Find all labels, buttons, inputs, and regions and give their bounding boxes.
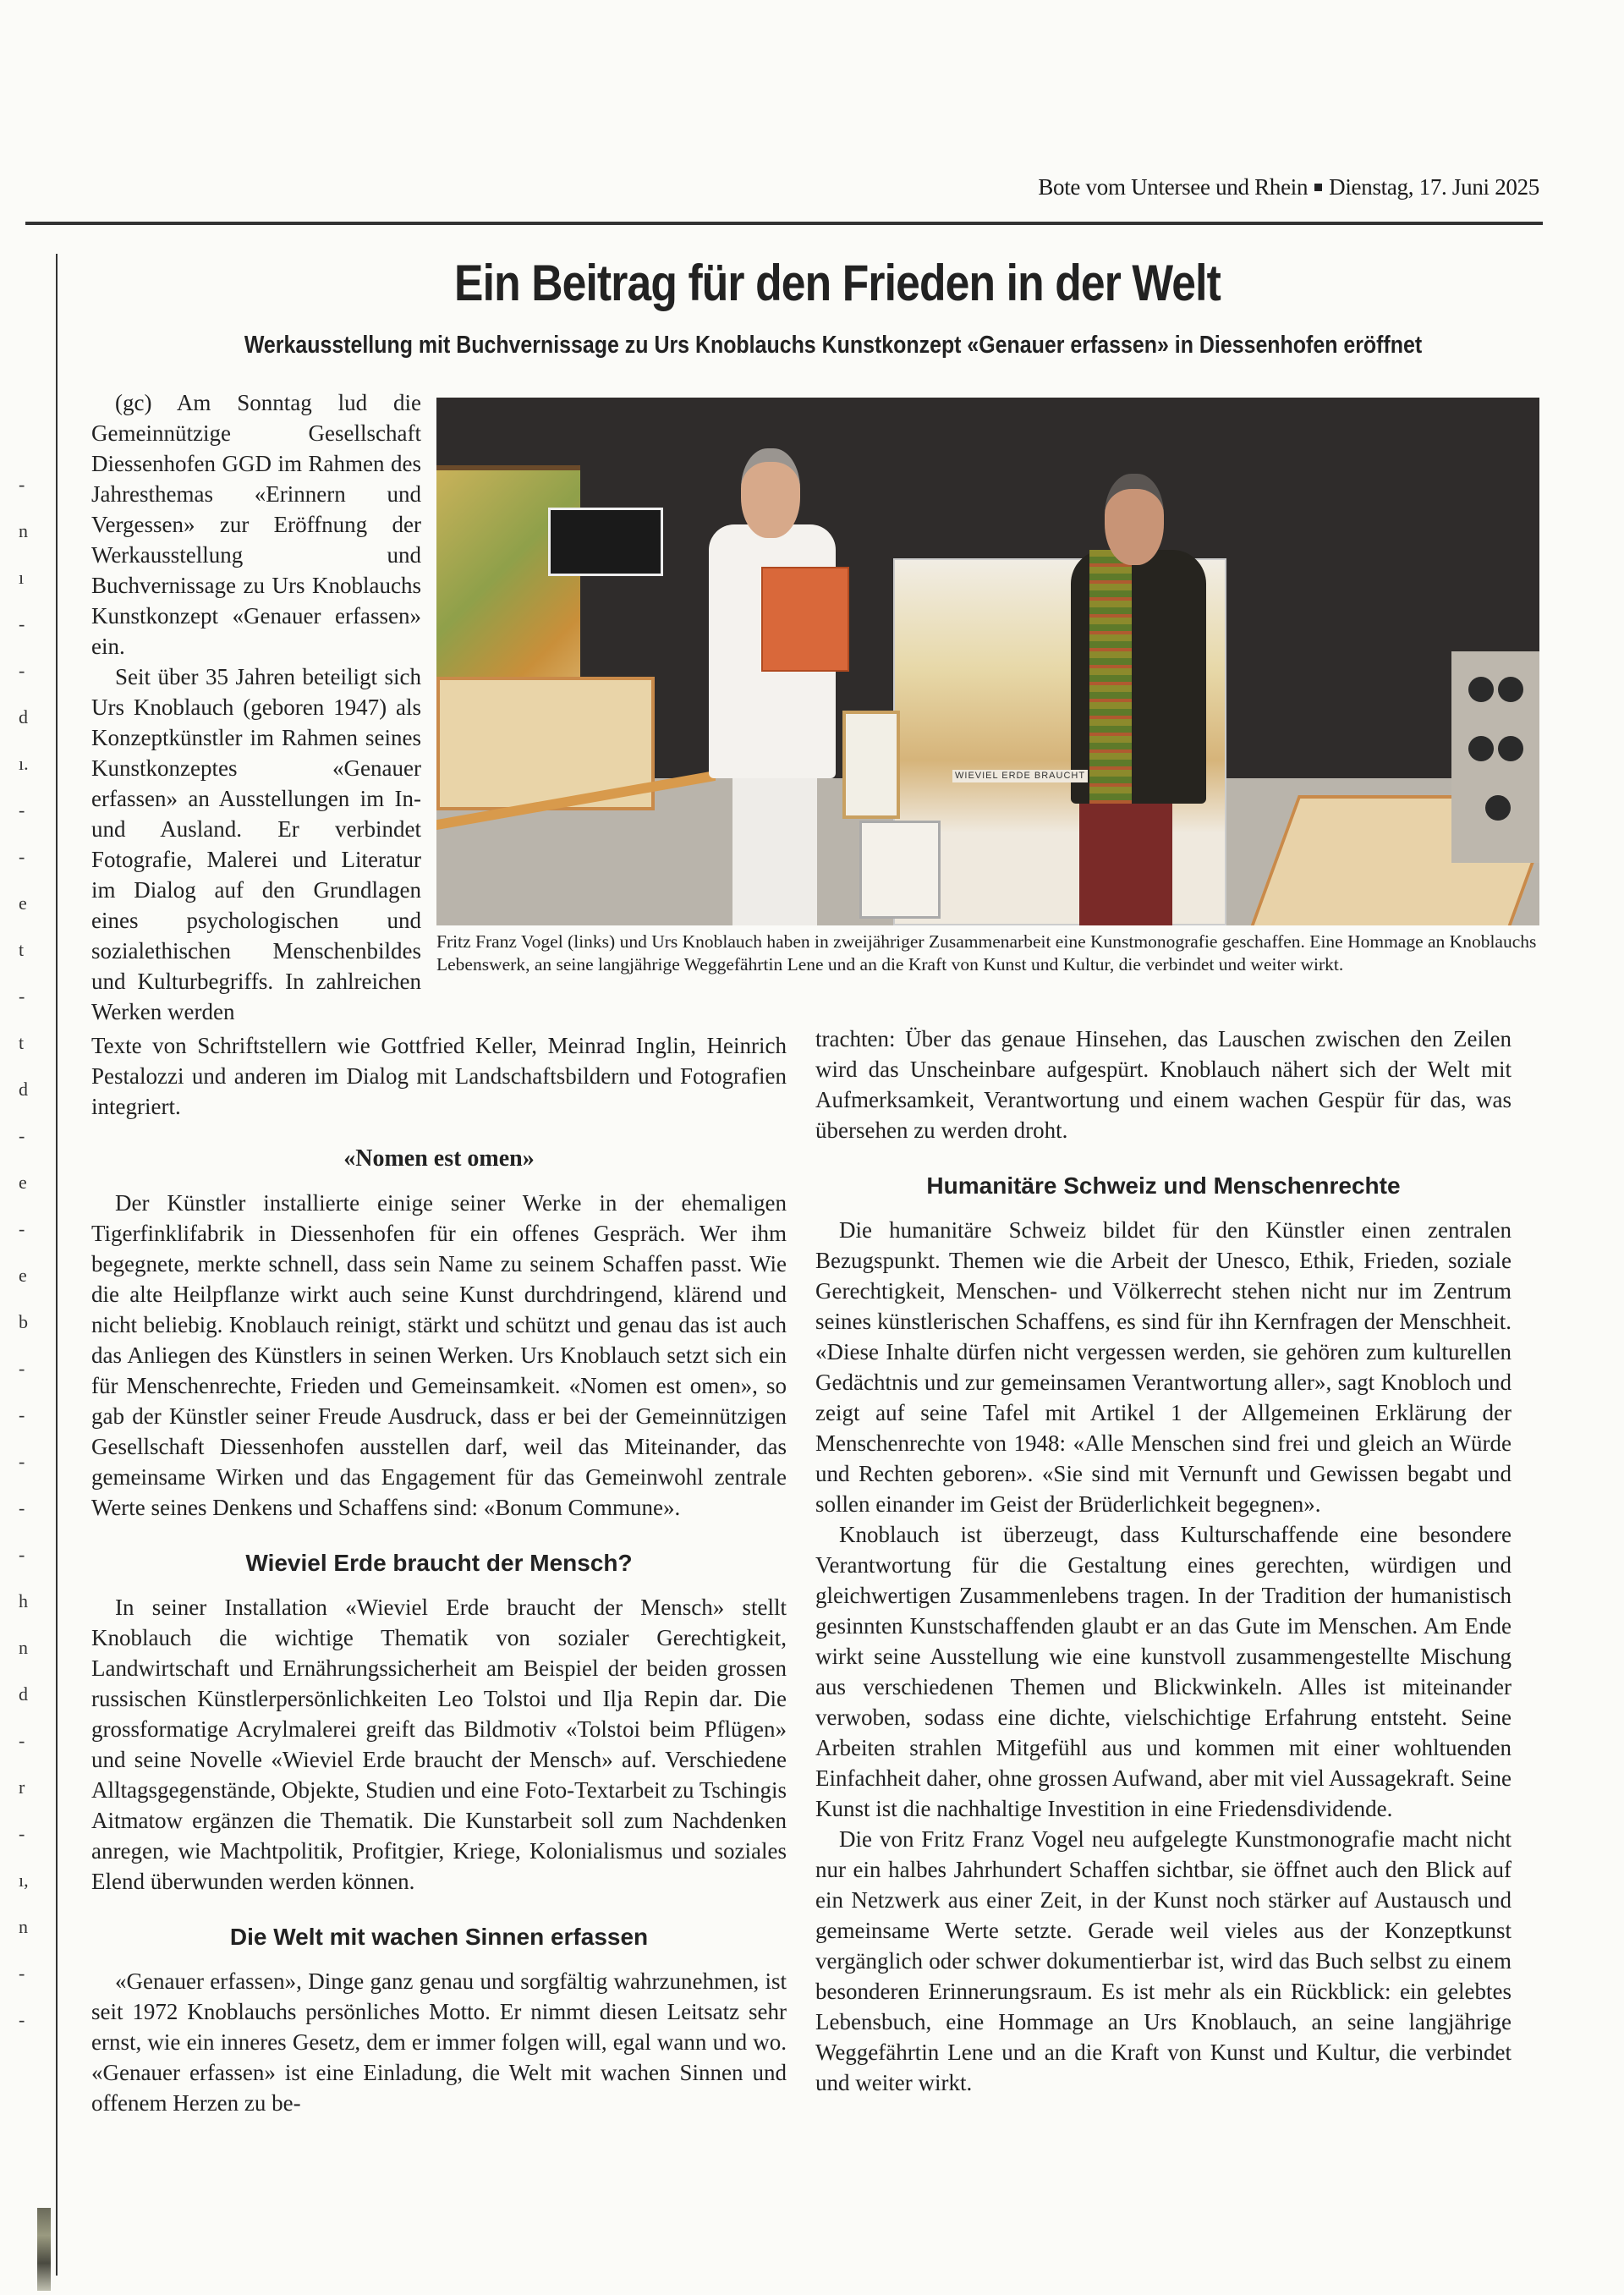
margin-fragment: -: [19, 1823, 25, 1844]
photo-person-vogel-head: [741, 448, 800, 538]
margin-fragment: -: [19, 1358, 25, 1379]
margin-fragment: -: [19, 660, 25, 681]
margin-fragment: r: [19, 1776, 25, 1798]
photo-orange-book: [761, 567, 849, 672]
left-column: [91, 1030, 787, 2118]
publication-date: Dienstag, 17. Juni 2025: [1329, 174, 1539, 200]
photo-caption: Fritz Franz Vogel (links) und Urs Knoblauch haben in zweijähriger Zusammenarbeit eine Kunstmonografie geschaffen. Eine Hommage an Knoblauchs Lebenswerk, an seine langjährige Weggefährtin Lene und an die Kraft von Kunst und Kultur, die verbindet und weiter wirkt.: [436, 931, 1537, 975]
margin-fragment: h: [19, 1590, 28, 1611]
margin-fragment: e: [19, 892, 27, 914]
article-subheadline: Werkausstellung mit Buchvernissage zu Urs Knoblauchs Kunstkonzept «Genauer erfassen» in Diessenhofen eröffnet: [244, 332, 1423, 359]
margin-fragment: b: [19, 1311, 28, 1332]
margin-fragment: -: [19, 1544, 25, 1565]
margin-fragment: n: [19, 1637, 28, 1658]
margin-fragment: t: [19, 1032, 25, 1053]
adjacent-page-margin-fragments: [0, 0, 51, 2295]
article-headline: Ein Beitrag für den Frieden in der Welt: [454, 255, 1221, 311]
margin-fragment: -: [19, 1218, 25, 1239]
margin-fragment: -: [19, 613, 25, 634]
margin-fragment: t: [19, 939, 25, 960]
section-title-humanitaere-schweiz: Humanitäre Schweiz und Menschenrechte: [926, 1172, 1401, 1199]
margin-fragment: ı.: [19, 753, 29, 774]
margin-fragment: e: [19, 1172, 27, 1193]
photo-scarf: [1089, 550, 1132, 804]
section-title-welt-erfassen: Die Welt mit wachen Sinnen erfassen: [229, 1924, 649, 1950]
margin-fragment: -: [19, 1404, 25, 1425]
margin-fragment: d: [19, 706, 28, 727]
photo-poster-text: WIEVIEL ERDE BRAUCHT: [952, 770, 1088, 782]
margin-fragment: -: [19, 1497, 25, 1518]
margin-fragment: -: [19, 2009, 25, 2030]
section-paragraph: In seiner Installation «Wieviel Erde braucht der Mensch» stellt Knoblauch die wichtige Thematik von sozialer Gerechtigkeit, Landwirtschaft und Ernährungssicherheit am Beispiel der beiden grossen russischen Künstlerpersönlichkeiten Leo Tolstoi und Ilja Repin dar. Die grossformatige Acrylmalerei greift das Bildmotiv «Tolstoi beim Pflügen» und seine Novelle «Wieviel Erde braucht der Mensch» auf. Verschiedene Alltagsgegenstände, Objekte, Studien und eine Foto-Textarbeit zu Tschingis Aitmatow ergänzen die Thematik. Die Kunstarbeit soll zum Nachdenken anregen, wie Machtpolitik, Profitgier, Kriege, Kolonialismus und soziales Elend überwunden werden können.: [91, 1595, 787, 1894]
right-continuation: trachten: Über das genaue Hinsehen, das Lauschen zwischen den Zeilen wird das Unscheinbare aufgespürt. Knoblauch nähert sich der Welt mit Aufmerksamkeit, Verantwortung und einem wachen Gespür für das, was übersehen zu werden droht.: [815, 1026, 1512, 1143]
margin-fragment: -: [19, 846, 25, 867]
margin-fragment: -: [19, 1730, 25, 1751]
publication-name: Bote vom Untersee und Rhein: [1038, 174, 1309, 200]
photo-black-sign: [548, 508, 663, 576]
separator-square-icon: [1314, 184, 1322, 191]
margin-fragment: d: [19, 1079, 28, 1100]
margin-fragment: d: [19, 1683, 28, 1705]
section-paragraph: «Genauer erfassen», Dinge ganz genau und sorgfältig wahrzunehmen, ist seit 1972 Knoblauchs persönliches Motto. Er nimmt diesen Leitsatz sehr ernst, wie ein inneres Gesetz, dem er immer folgen will, egal wann und wo. «Genauer erfassen» ist eine Einladung, die Welt mit wachen Sinnen und offenem Herzen zu be-: [91, 1968, 787, 2116]
photo-person-knoblauch-legs: [1079, 795, 1172, 925]
section-paragraph: Der Künstler installierte einige seiner Werke in der ehemaligen Tigerfinklifabrik in Diessenhofen für ein offenes Gespräch. Wer ihm begegnete, merkte schnell, dass sein Name zu seinem Schaffen passt. Wie die alte Heilpflanze wirkt auch seine Kunst durchdringend, klärend und nicht beliebig. Knoblauch reinigt, stärkt und schützt und genau das ist auch das Anliegen des Künstlers in seinen Werken. Urs Knoblauch setzt sich ein für Menschenrechte, Frieden und Gemeinsamkeit. «Nomen est omen», so gab der Künstler seiner Freude Ausdruck, dass er bei der Gemeinnützigen Gesellschaft Diessenhofen ausstellen darf, weil das Miteinander, das gemeinsame Wirken und das Engagement für das Gemeinwohl zentrale Werte seines Denkens und Schaffens sind: «Bonum Commune».: [91, 1190, 787, 1520]
margin-fragment: -: [19, 1125, 25, 1146]
photo-person-knoblauch-head: [1105, 474, 1164, 565]
right-column: [815, 1024, 1512, 2098]
intro-column: [91, 387, 421, 1024]
photo-disc: [1498, 736, 1523, 761]
intro-paragraph-1: (gc) Am Sonntag lud die Gemeinnützige Gesellschaft Diessenhofen GGD im Rahmen des Jahresthemas «Erinnern und Vergessen» zur Eröffnung der Werkausstellung und Buchvernissage zu Urs Knoblauchs Kunstkonzept «Genauer erfassen» ein.: [91, 390, 421, 659]
margin-fragment: e: [19, 1265, 27, 1286]
section-paragraph: Die von Fritz Franz Vogel neu aufgelegte Kunstmonografie macht nicht nur ein halbes Jahrhundert Schaffen sichtbar, sie öffnet auch den Blick auf ein Netzwerk aus einer Zeit, in der Kunst noch stärker auf Austausch und gemeinsame Werte setzte. Gerade weil vieles aus der Konzeptkunst vergänglich oder schwer dokumentierbar ist, wird das Buch selbst zu einem besonderen Erinnerungsraum. Es ist mehr als ein Rückblick: ein gelebtes Lebensbuch, eine Hommage an Urs Knoblauch, an seine langjährige Weggefährtin Lene und an die Kraft von Kunst und Kultur, die verbindet und weiter wirkt.: [815, 1826, 1512, 2095]
photo-disc: [1485, 795, 1511, 821]
margin-fragment: -: [19, 1963, 25, 1984]
section-paragraph: Die humanitäre Schweiz bildet für den Künstler einen zentralen Bezugspunkt. Themen wie die Arbeit der Unesco, Ethik, Frieden, soziale Gerechtigkeit, Menschen- und Völkerrecht stehen nicht nur im Zentrum seines künstlerischen Schaffens, es sind für ihn Kernfragen der Menschheit. «Diese Inhalte dürfen nicht vergessen werden, sie gehören zum kulturellen Gedächtnis und zur gemeinsamen Verantwortung aller», sagt Knobloch und zeigt auf seine Tafel mit Artikel 1 der Allgemeinen Erklärung der Menschenrechte von 1948: «Alle Menschen sind frei und gleich an Würde und Rechten geboren». «Sie sind mit Vernunft und Gewissen begabt und sollen einander im Geist der Brüderlichkeit begegnen».: [815, 1217, 1512, 1517]
photo-person-vogel-legs: [732, 770, 817, 925]
section-title-wieviel-erde: Wieviel Erde braucht der Mensch?: [245, 1550, 633, 1576]
margin-fragment: ı: [19, 567, 25, 588]
margin-fragment: n: [19, 520, 28, 541]
margin-fragment: -: [19, 474, 25, 495]
margin-fragment: ı,: [19, 1869, 29, 1891]
margin-fragment: -: [19, 986, 25, 1007]
photo-disc: [1468, 736, 1494, 761]
article-photo: [436, 398, 1539, 925]
photo-easel-sign: [859, 821, 941, 919]
margin-fragment: -: [19, 799, 25, 821]
adjacent-page-photo-sliver: [37, 2208, 51, 2291]
photo-display-panel: [1451, 651, 1539, 863]
margin-fragment: -: [19, 1451, 25, 1472]
photo-small-frame: [842, 711, 900, 819]
intro-continuation: Texte von Schriftstellern wie Gottfried Keller, Meinrad Inglin, Heinrich Pestalozzi und anderen im Dialog mit Landschaftsbildern und Fotografien integriert.: [91, 1033, 787, 1119]
margin-fragment: n: [19, 1916, 28, 1937]
intro-paragraph-2: Seit über 35 Jahren beteiligt sich Urs Knoblauch (geboren 1947) als Konzeptkünstler im Rahmen seines Kunstkonzeptes «Genauer erfassen» an Ausstellungen im In- und Ausland. Er verbindet Fotografie, Malerei und Literatur im Dialog auf den Grundlagen eines psychologischen und sozialethischen Menschenbildes und Kulturbegriffs. In zahlreichen Werken werden: [91, 664, 421, 1024]
section-paragraph: Knoblauch ist überzeugt, dass Kulturschaffende eine besondere Verantwortung für die Gestaltung eines gerechten, würdigen und gleichwertigen Zusammenlebens tragen. In der Tradition der humanistisch gesinnten Kunstschaffenden glaubt er an das Gute im Menschen. Am Ende wirkt seine Ausstellung wie eine kunstvoll zusammengestellte Mischung aus verschiedenen Themen und Blickwinkeln. Alles ist miteinander verwoben, sodass eine dichte, vielschichtige Erfahrung entsteht. Seine Arbeiten strahlen Mitgefühl aus und kommen mit einer wohltuenden Einfachheit daher, ohne grossen Aufwand, aber mit viel Aussagekraft. Seine Kunst ist die nachhaltige Investition in eine Friedensdividende.: [815, 1522, 1512, 1821]
section-title-nomen: «Nomen est omen»: [343, 1145, 535, 1172]
photo-disc: [1498, 677, 1523, 702]
column-divider-line: [56, 254, 58, 2276]
masthead-rule: [25, 222, 1543, 225]
masthead: [897, 174, 1539, 200]
photo-disc: [1468, 677, 1494, 702]
